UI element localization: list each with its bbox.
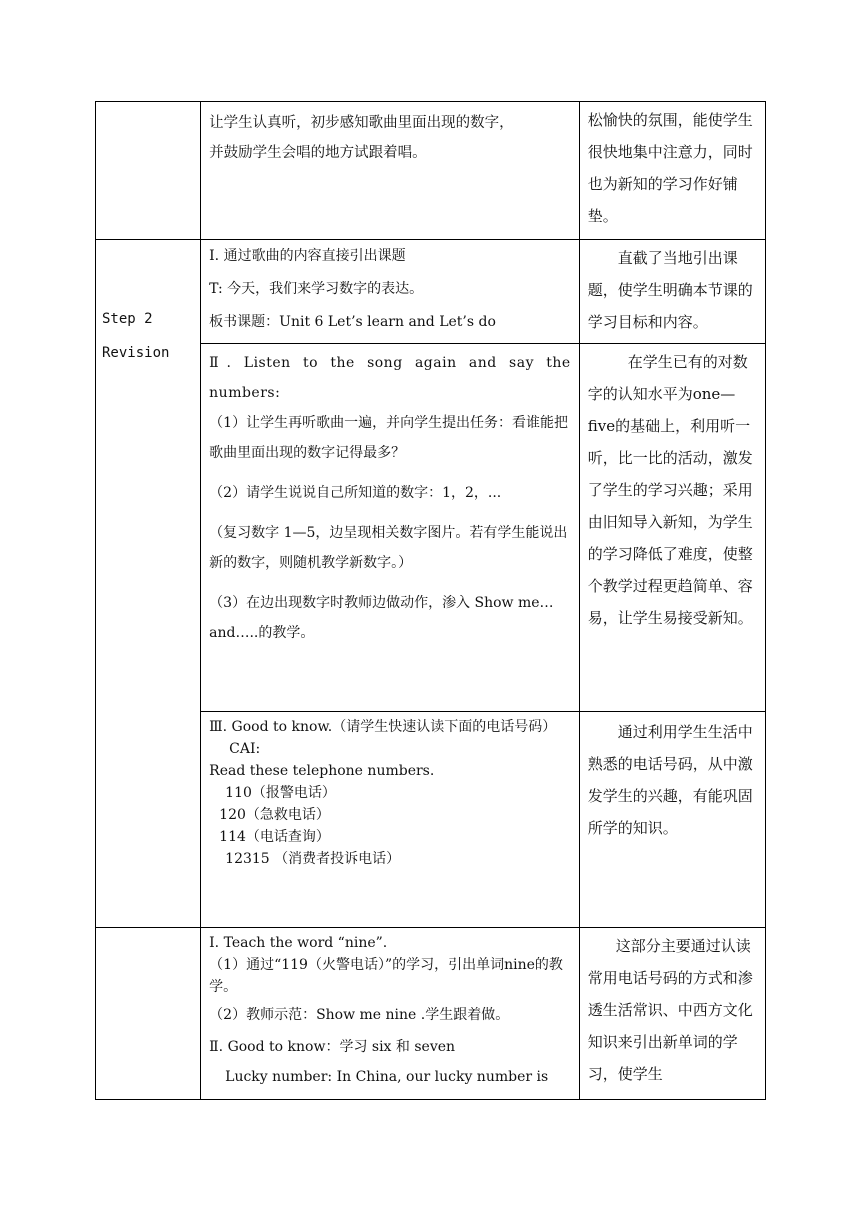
purpose-cell	[579, 240, 765, 344]
activity-text: Read these telephone numbers.	[209, 763, 435, 779]
table-row	[96, 102, 766, 240]
activity-text: （3）在边出现数字时教师边做动作，渗入 Show me…and…..的教学。	[209, 595, 554, 641]
purpose-text: 在学生已有的对数字的认知水平为one—five的基础上，利用听一听，比一比的活动，激发了学生的学习兴趣；采用由旧知导入新知，为学生的学习降低了难度，使整个教学过程更趋简单、容易，让学生易接受新知。	[587, 353, 753, 627]
activity-text: （2）教师示范：Show me nine .学生跟着做。	[209, 1007, 510, 1023]
purpose-text: 这部分主要通过认读常用电话号码的方式和渗透生活常识、中西方文化知识来引出新单词的学习，使学生	[587, 937, 753, 1083]
activity-text: 让学生认真听，初步感知歌曲里面出现的数字，	[209, 115, 514, 131]
table-row	[96, 240, 766, 344]
activity-cell	[201, 240, 580, 344]
activity-text: （复习数字 1—5，边呈现相关数字图片。若有学生能说出新的数字，则随机教学新数字。）	[209, 525, 568, 571]
purpose-text: 直截了当地引出课题，使学生明确本节课的学习目标和内容。	[587, 249, 753, 331]
activity-cell	[201, 102, 580, 240]
activity-text: 并鼓励学生会唱的地方试跟着唱。	[209, 145, 427, 161]
nested-activity-table	[201, 928, 579, 1096]
lesson-plan-table	[95, 101, 766, 1100]
purpose-cell	[579, 712, 765, 928]
phone-number: 110（报警电话）	[225, 785, 336, 801]
table-row	[96, 928, 766, 1100]
cai-label: CAI:	[229, 741, 261, 757]
purpose-cell	[579, 344, 765, 712]
step-label: Step 2	[102, 311, 153, 327]
phone-number: 120（急救电话）	[219, 807, 330, 823]
purpose-text: 通过利用学生生活中熟悉的电话号码，从中激发学生的兴趣，有能巩固所学的知识。	[587, 723, 753, 837]
activity-heading: Ⅲ. Good to know.（请学生快速认读下面的电话号码）	[209, 719, 557, 735]
purpose-cell	[579, 102, 765, 240]
activity-text: （1）让学生再听歌曲一遍，并向学生提出任务：看谁能把歌曲里面出现的数字记得最多？	[209, 415, 569, 461]
step-cell	[96, 928, 201, 1100]
activity-cell	[201, 712, 580, 928]
activity-text: T: 今天，我们来学习数字的表达。	[209, 281, 424, 297]
activity-heading: Ⅰ. 通过歌曲的内容直接引出课题	[209, 248, 406, 264]
activity-heading: Ⅱ. Listen to the song again and say the numbers:	[209, 355, 571, 401]
purpose-text: 松愉快的氛围，能使学生很快地集中注意力，同时也为新知的学习作好铺垫。	[587, 111, 753, 225]
activity-text: （1）通过“119（火警电话）”的学习，引出单词nine的教学。	[209, 957, 563, 995]
activity-cell	[201, 344, 580, 712]
phone-number: 12315 （消费者投诉电话）	[225, 851, 401, 867]
phone-number: 114（电话查询）	[219, 829, 330, 845]
activity-heading: Ⅱ. Good to know：学习 six 和 seven	[209, 1039, 456, 1055]
activity-text: 板书课题：Unit 6 Let’s learn and Let’s do	[209, 314, 496, 330]
activity-cell	[201, 928, 580, 1100]
activity-text: （2）请学生说说自己所知道的数字：1，2，...	[209, 485, 502, 501]
step-cell	[96, 102, 201, 240]
step-cell	[96, 240, 201, 928]
activity-text: Lucky number: In China, our lucky number is	[225, 1069, 549, 1085]
purpose-cell	[579, 928, 765, 1100]
activity-heading: Ⅰ. Teach the word “nine”.	[209, 935, 388, 951]
step-name: Revision	[102, 345, 170, 361]
